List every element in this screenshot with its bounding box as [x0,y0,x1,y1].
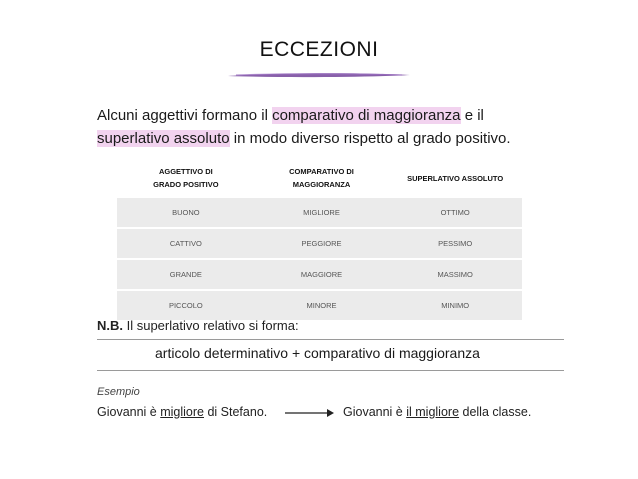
cell-comparativo: MIGLIORE [255,196,389,227]
example-sentence-left: Giovanni è migliore di Stefano. [97,405,268,419]
header-aggettivo: AGGETTIVO DI GRADO POSITIVO [117,160,255,196]
highlight-superlativo: superlativo assoluto [97,130,230,147]
nb-note [97,318,299,333]
cell-superlativo: OTTIMO [388,196,522,227]
slide-title: ECCEZIONI [259,38,379,61]
formula-text: articolo determinativo + comparativo di maggioranza [155,345,480,361]
nb-label: N.B. [97,318,123,333]
intro-text-1: Alcuni aggettivi formano il [97,107,273,124]
cell-comparativo: MAGGIORE [255,258,389,289]
intro-text-2: e il [460,107,484,124]
intro-paragraph [97,104,577,150]
table-row [117,258,522,289]
header-superlativo: SUPERLATIVO ASSOLUTO [388,160,522,196]
highlight-comparativo: comparativo di maggioranza [272,107,461,124]
table-row [117,196,522,227]
table-header-row [117,160,522,196]
cell-comparativo: PEGGIORE [255,227,389,258]
example-sentence-right: Giovanni è il migliore della classe. [343,405,532,419]
table-row [117,289,522,320]
underlined-migliore: migliore [160,405,204,419]
arrow-right-icon [285,408,335,418]
nb-text: Il superlativo relativo si forma: [123,318,299,333]
divider-top [97,339,564,340]
title-brush-underline [226,70,412,80]
cell-superlativo: MINIMO [388,289,522,320]
divider-bottom [97,370,564,371]
exceptions-table [117,160,522,320]
cell-superlativo: MASSIMO [388,258,522,289]
cell-positivo: CATTIVO [117,227,255,258]
underlined-il-migliore: il migliore [406,405,460,419]
intro-text-3: in modo diverso rispetto al grado positivo. [229,130,511,147]
cell-positivo: PICCOLO [117,289,255,320]
cell-superlativo: PESSIMO [388,227,522,258]
header-comparativo: COMPARATIVO DI MAGGIORANZA [255,160,389,196]
cell-positivo: BUONO [117,196,255,227]
example-label: Esempio [97,386,140,398]
cell-comparativo: MINORE [255,289,389,320]
table-row [117,227,522,258]
cell-positivo: GRANDE [117,258,255,289]
